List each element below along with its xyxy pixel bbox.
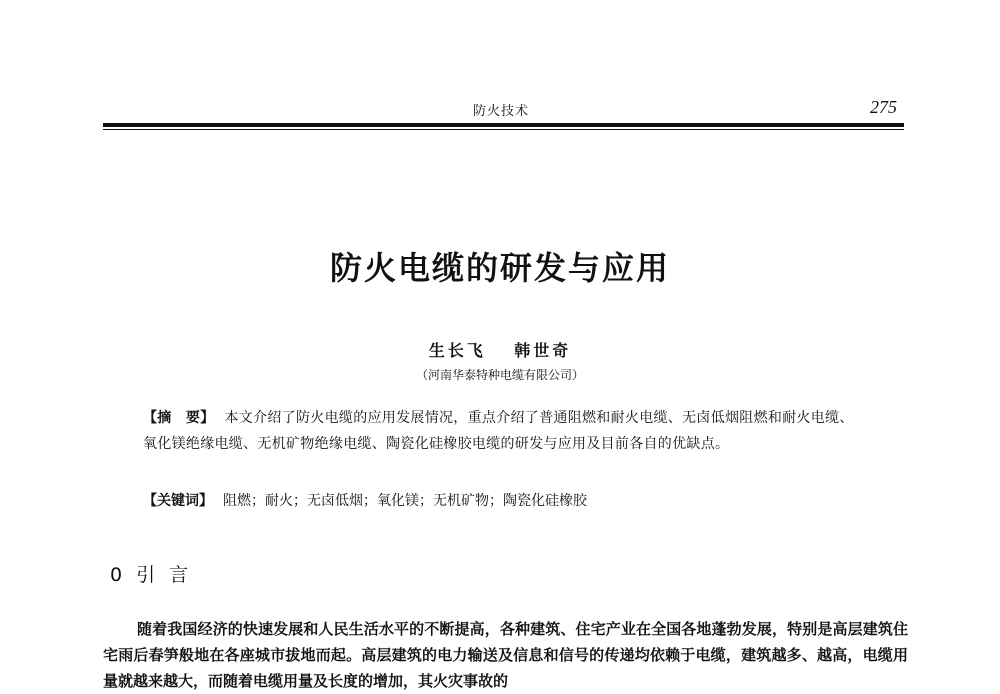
article-title: 防火电缆的研发与应用	[329, 249, 670, 287]
running-header-section: 防火技术	[473, 104, 530, 119]
keywords-text: 阻燃；耐火；无卤低烟；氧化镁；无机矿物；陶瓷化硅橡胶	[223, 493, 587, 509]
abstract-label: 【摘 要】	[143, 410, 215, 426]
body-paragraph: 随着我国经济的快速发展和人民生活水平的不断提高，各种建筑、住宅产业在全国各地蓬勃发展，特别是高层建筑住宅雨后春笋般地在各座城市拔地而起。高层建筑的电力输送及信息和信号的传递均依赖于电缆，建筑越多、越高，电缆用量就越来越大，而随着电缆用量及长度的增加，其火灾事故的	[103, 620, 908, 690]
abstract-text: 本文介绍了防火电缆的应用发展情况，重点介绍了普通阻燃和耐火电缆、无卤低烟阻燃和耐火电缆、氧化镁绝缘电缆、无机矿物绝缘电缆、陶瓷化硅橡胶电缆的研发与应用及目前各自的优缺点。	[143, 410, 854, 452]
keywords	[143, 488, 863, 514]
authors: 生长飞 韩世奇	[428, 341, 572, 360]
page-number: 275	[870, 97, 897, 117]
abstract	[143, 405, 863, 457]
header-rule-thin	[103, 129, 904, 130]
header-rule-thick	[103, 123, 904, 127]
keywords-label: 【关键词】	[143, 493, 213, 509]
section-heading: 0 引 言	[110, 564, 193, 586]
affiliation: （河南华泰特种电缆有限公司）	[415, 368, 584, 382]
